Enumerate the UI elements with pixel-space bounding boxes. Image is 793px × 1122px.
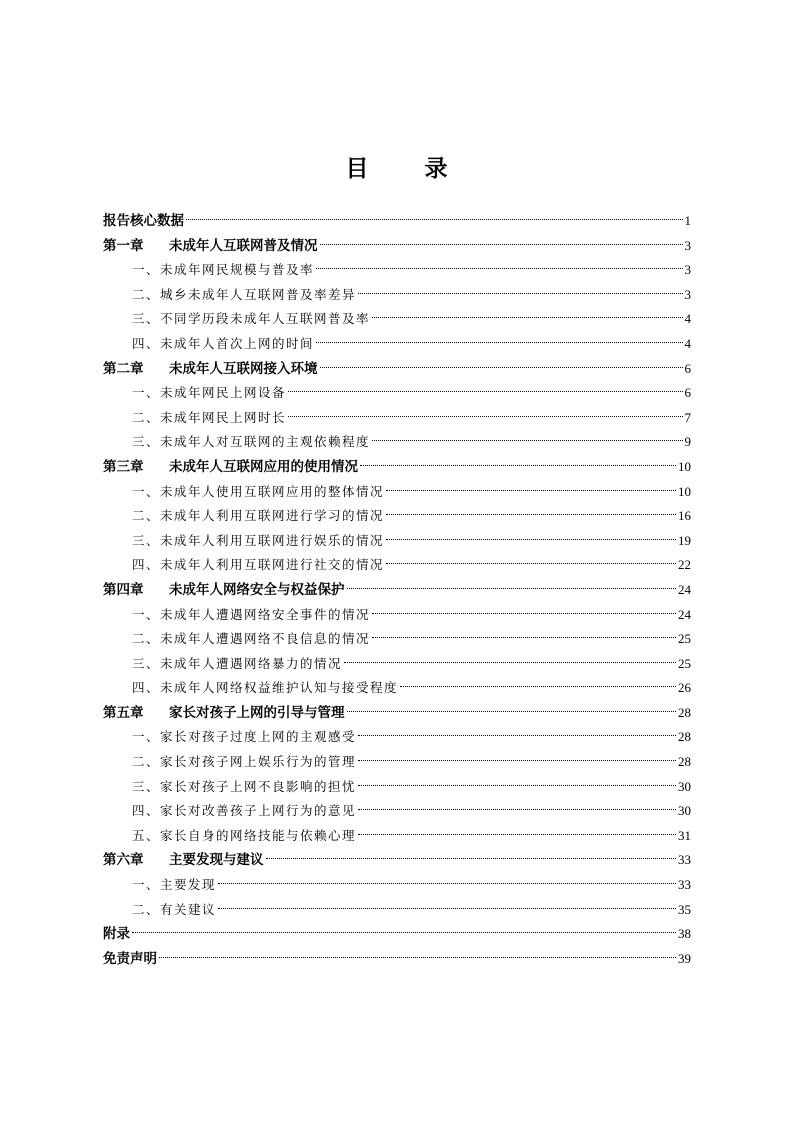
toc-entry-label [103, 824, 356, 849]
toc-page-number: 16 [678, 508, 691, 524]
toc-entry-label [103, 381, 286, 406]
toc-section-entry[interactable] [103, 799, 691, 824]
toc-entry-label [103, 725, 356, 750]
toc-page-number: 24 [678, 581, 691, 597]
toc-section-entry[interactable] [103, 873, 691, 898]
toc-entry-title: 一、未成年网民上网设备 [132, 385, 287, 401]
toc-entry-title: 家长对孩子上网的引导与管理 [169, 704, 345, 721]
toc-entry-title: 二、未成年网民上网时长 [132, 409, 287, 425]
dot-leader [360, 465, 676, 466]
dot-leader [372, 317, 682, 318]
toc-chapter-entry[interactable] [103, 701, 691, 726]
toc-chapter-entry[interactable] [103, 234, 691, 259]
toc-entry-title: 三、家长对孩子上网不良影响的担忧 [132, 778, 357, 794]
toc-page-number: 33 [678, 852, 691, 868]
dot-leader [186, 219, 683, 220]
toc-page-number: 19 [678, 532, 691, 548]
toc-section-entry[interactable] [103, 603, 691, 628]
toc-entry-title: 四、未成年人网络权益维护认知与接受程度 [132, 680, 399, 696]
toc-chapter-entry[interactable] [103, 922, 691, 947]
toc-page-number: 7 [684, 409, 691, 425]
dot-leader [347, 588, 677, 589]
toc-section-entry[interactable] [103, 529, 691, 554]
toc-entry-title: 附录 [103, 926, 130, 943]
toc-page-number: 30 [678, 803, 691, 819]
dot-leader [358, 735, 676, 736]
toc-entry-title: 一、未成年人使用互联网应用的整体情况 [132, 483, 385, 499]
toc-entry-label [103, 307, 370, 332]
dot-leader [372, 637, 676, 638]
toc-page-number: 39 [678, 950, 691, 966]
toc-entry-title: 未成年人互联网普及情况 [169, 237, 318, 254]
toc-entry-label [103, 357, 318, 382]
toc-entry-title: 三、未成年人利用互联网进行娱乐的情况 [132, 532, 385, 548]
toc-entry-label [103, 504, 384, 529]
toc-entry-label [103, 406, 286, 431]
toc-page-number: 6 [684, 385, 691, 401]
dot-leader [159, 957, 676, 958]
toc-chapter-number: 第二章 [103, 360, 144, 377]
toc-chapter-entry[interactable] [103, 357, 691, 382]
toc-page-number: 9 [684, 434, 691, 450]
dot-leader [218, 883, 676, 884]
toc-entry-title: 二、未成年人利用互联网进行学习的情况 [132, 508, 385, 524]
toc-section-entry[interactable] [103, 332, 691, 357]
toc-entry-title: 三、未成年人对互联网的主观依赖程度 [132, 434, 371, 450]
toc-page-number: 6 [684, 360, 691, 376]
toc-section-entry[interactable] [103, 775, 691, 800]
dot-leader [358, 760, 676, 761]
toc-entry-title: 五、家长自身的网络技能与依赖心理 [132, 827, 357, 843]
toc-entry-label [103, 209, 184, 234]
dot-leader [316, 342, 682, 343]
toc-section-entry[interactable] [103, 258, 691, 283]
toc-page-number: 4 [684, 311, 691, 327]
dot-leader [344, 662, 676, 663]
toc-entry-title: 四、家长对改善孩子上网行为的意见 [132, 803, 357, 819]
toc-chapter-entry[interactable] [103, 947, 691, 972]
toc-section-entry[interactable] [103, 430, 691, 455]
toc-section-entry[interactable] [103, 676, 691, 701]
dot-leader [386, 490, 676, 491]
dot-leader [320, 367, 683, 368]
dot-leader [266, 858, 677, 859]
toc-chapter-number: 第五章 [103, 704, 144, 721]
page-title: 目 录 [345, 156, 472, 183]
toc-entry-title: 一、主要发现 [132, 877, 217, 893]
toc-page-number: 3 [684, 286, 691, 302]
toc-section-entry[interactable] [103, 652, 691, 677]
toc-page-number: 28 [678, 754, 691, 770]
toc-entry-title: 四、未成年人利用互联网进行社交的情况 [132, 557, 385, 573]
toc-entry-title: 二、家长对孩子网上娱乐行为的管理 [132, 754, 357, 770]
toc-entry-title: 一、家长对孩子过度上网的主观感受 [132, 729, 357, 745]
toc-entry-title: 未成年人互联网应用的使用情况 [169, 458, 358, 475]
toc-entry-title: 免责声明 [103, 950, 157, 967]
toc-entry-title: 未成年人互联网接入环境 [169, 360, 318, 377]
toc-entry-label [103, 332, 314, 357]
dot-leader [347, 711, 677, 712]
toc-page-number: 22 [678, 557, 691, 573]
toc-entry-label [103, 553, 384, 578]
toc-page-number: 25 [678, 655, 691, 671]
dot-leader [386, 514, 676, 515]
dot-leader [358, 809, 676, 810]
toc-page-number: 28 [678, 704, 691, 720]
toc-page-number: 24 [678, 606, 691, 622]
dot-leader [320, 244, 683, 245]
toc-section-entry[interactable] [103, 406, 691, 431]
toc-entry-label [103, 947, 157, 972]
toc-page-number: 3 [684, 262, 691, 278]
toc-section-entry[interactable] [103, 504, 691, 529]
toc-entry-label [103, 258, 314, 283]
toc-page-number: 26 [678, 680, 691, 696]
dot-leader [358, 834, 676, 835]
dot-leader [400, 686, 676, 687]
toc-entry-label [103, 750, 356, 775]
dot-leader [218, 908, 676, 909]
dot-leader [132, 932, 676, 933]
toc-entry-label [103, 283, 356, 308]
toc-entry-title: 未成年人网络安全与权益保护 [169, 581, 345, 598]
toc-entry-label [103, 578, 345, 603]
toc-section-entry[interactable] [103, 627, 691, 652]
toc-entry-label [103, 480, 384, 505]
toc-entry-label [103, 627, 370, 652]
toc-entry-label [103, 775, 356, 800]
toc-entry-label [103, 676, 398, 701]
toc-entry-label [103, 529, 384, 554]
toc-entry-label [103, 455, 358, 480]
toc-chapter-number: 第一章 [103, 237, 144, 254]
toc-page-number: 10 [678, 483, 691, 499]
toc-section-entry[interactable] [103, 824, 691, 849]
toc-page-number: 35 [678, 901, 691, 917]
toc-page-number: 38 [678, 926, 691, 942]
toc-page-number: 25 [678, 631, 691, 647]
toc-page-number: 30 [678, 778, 691, 794]
toc-entry-label [103, 234, 318, 259]
toc-section-entry[interactable] [103, 750, 691, 775]
toc-chapter-entry[interactable] [103, 848, 691, 873]
toc-section-entry[interactable] [103, 283, 691, 308]
dot-leader [316, 268, 682, 269]
toc-entry-label [103, 922, 130, 947]
toc-entry-label [103, 701, 345, 726]
toc-section-entry[interactable] [103, 553, 691, 578]
dot-leader [372, 613, 676, 614]
toc-page-number: 28 [678, 729, 691, 745]
dot-leader [386, 563, 676, 564]
toc-page-number: 3 [684, 237, 691, 253]
toc-entry-title: 主要发现与建议 [169, 852, 264, 869]
toc-page-number: 4 [684, 335, 691, 351]
toc-entry-title: 一、未成年人遭遇网络安全事件的情况 [132, 606, 371, 622]
toc-chapter-entry[interactable] [103, 578, 691, 603]
toc-entry-title: 报告核心数据 [103, 213, 184, 229]
dot-leader [288, 416, 682, 417]
toc-chapter-entry[interactable] [103, 455, 691, 480]
toc-entry-title: 二、有关建议 [132, 901, 217, 917]
toc-page-number: 33 [678, 877, 691, 893]
toc-entry-label [103, 603, 370, 628]
toc-section-entry[interactable] [103, 725, 691, 750]
toc-section-entry[interactable] [103, 480, 691, 505]
toc-chapter-entry[interactable] [103, 209, 691, 234]
toc-page-number: 1 [684, 213, 691, 228]
toc-chapter-number: 第三章 [103, 458, 144, 475]
toc-entry-label [103, 652, 342, 677]
toc-entry-label [103, 873, 216, 898]
toc-section-entry[interactable] [103, 898, 691, 923]
toc-entry-label [103, 430, 370, 455]
dot-leader [372, 440, 682, 441]
dot-leader [288, 391, 682, 392]
toc-chapter-number: 第四章 [103, 581, 144, 598]
toc-entry-title: 一、未成年网民规模与普及率 [132, 262, 315, 278]
toc-chapter-number: 第六章 [103, 852, 144, 869]
dot-leader [386, 539, 676, 540]
toc-section-entry[interactable] [103, 307, 691, 332]
toc-section-entry[interactable] [103, 381, 691, 406]
dot-leader [358, 785, 676, 786]
table-of-contents [103, 209, 691, 971]
toc-page-number: 31 [678, 827, 691, 843]
toc-entry-title: 四、未成年人首次上网的时间 [132, 335, 315, 351]
toc-entry-title: 三、不同学历段未成年人互联网普及率 [132, 311, 371, 327]
toc-page-number: 10 [678, 458, 691, 474]
toc-entry-label [103, 898, 216, 923]
toc-entry-label [103, 848, 264, 873]
toc-entry-title: 二、未成年人遭遇网络不良信息的情况 [132, 631, 371, 647]
toc-entry-title: 三、未成年人遭遇网络暴力的情况 [132, 655, 343, 671]
toc-entry-label [103, 799, 356, 824]
dot-leader [358, 293, 682, 294]
toc-entry-title: 二、城乡未成年人互联网普及率差异 [132, 286, 357, 302]
